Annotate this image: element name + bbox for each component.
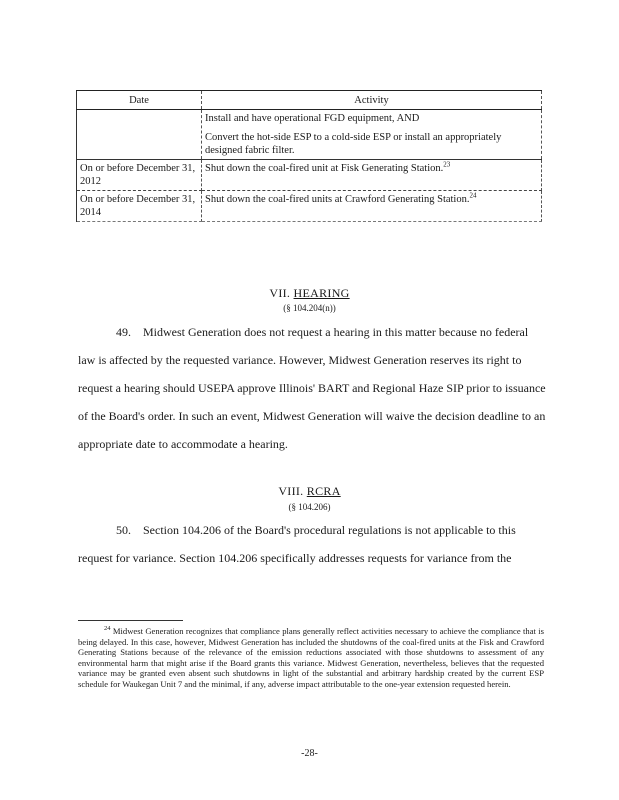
paragraph-49: 49. Midwest Generation does not request a hearing in this matter because no federal law is affected by the requested variance. However, Midwest Generation reserves its right to request a hearing should USEPA approve Illinois' BART and Regional Haze SIP prior to issuance of the Board's order. In such an event, Midwest Generation will waive the decision deadline to an appropriate date to accommodate a hearing.: [78, 325, 546, 451]
footnote: [78, 626, 544, 690]
section-number: VIII.: [278, 484, 304, 498]
footnote-text: Midwest Generation recognizes that compliance plans generally reflect activities necessary to achieve the compliance that is being delayed. In this case, however, Midwest Generation has included the shutdowns of the coal-fired units at the Fisk and Crawford Generating Stations because of the relevance of the emission reductions associated with those shutdowns to assessment of any environmental harm that might arise if the Board grants this variance. Midwest Generation, nevertheless, believes that the requested variance may be granted even absent such shutdowns in light of the substantial and arbitrary hardship created by the current ESP schedule for Waukegan Unit 7 and the minimal, if any, adverse impact attributable to the one-year extension requested herein.: [78, 626, 544, 689]
footnote-reference: 24: [469, 191, 477, 200]
table-cell-date: [77, 110, 202, 160]
section-heading-hearing: [0, 286, 619, 301]
table-row: [77, 191, 542, 222]
footnote-reference: 23: [443, 160, 451, 169]
table-cell-date: On or before December 31, 2012: [77, 160, 202, 191]
activity-line: Install and have operational FGD equipment, AND: [205, 113, 420, 124]
table-cell-date: On or before December 31, 2014: [77, 191, 202, 222]
table-cell-activity: [202, 191, 542, 222]
activity-line: Shut down the coal-fired unit at Fisk Generating Station.: [205, 163, 444, 174]
section-citation: (§ 104.206): [288, 502, 331, 512]
table-header-activity: Activity: [202, 91, 542, 110]
table-row: [77, 110, 542, 160]
activity-line: Shut down the coal-fired units at Crawford Generating Station.: [205, 194, 470, 205]
table-cell-activity: [202, 110, 542, 160]
compliance-schedule-table: [76, 90, 542, 222]
footnote-divider: [78, 620, 183, 621]
table-row: [77, 160, 542, 191]
section-title: RCRA: [306, 484, 341, 498]
table-cell-activity: [202, 160, 542, 191]
section-number: VII.: [269, 286, 291, 300]
footnote-number: 24: [104, 625, 111, 633]
activity-line: Convert the hot-side ESP to a cold-side ESP or install an appropriately designed fabric filter.: [205, 132, 502, 156]
section-heading-rcra: [0, 484, 619, 499]
table-header-date: Date: [77, 91, 202, 110]
table-header-row: [77, 91, 542, 110]
section-citation: (§ 104.204(n)): [283, 303, 336, 313]
paragraph-50: 50. Section 104.206 of the Board's procedural regulations is not applicable to this request for variance. Section 104.206 specifically addresses requests for variance from the: [78, 523, 516, 565]
section-title: HEARING: [293, 286, 350, 300]
page-number: -28-: [301, 748, 318, 759]
